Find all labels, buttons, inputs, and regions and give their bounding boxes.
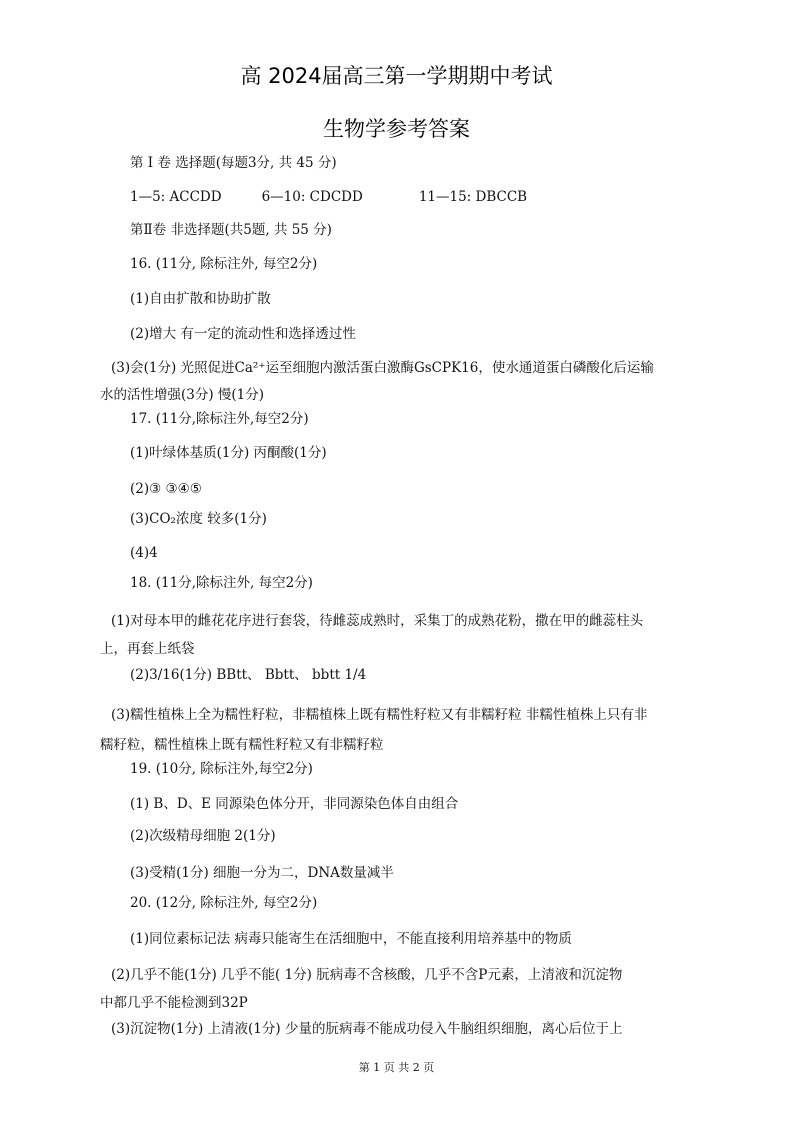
document-subtitle: 生物学参考答案 bbox=[323, 117, 470, 141]
q20-answer-1: (1)同位素标记法 病毒只能寄生在活细胞中，不能直接利用培养基中的物质 bbox=[130, 931, 572, 947]
q19-answer-1: (1) B、D、E 同源染色体分开，非同源染色体自由组合 bbox=[130, 796, 459, 812]
q18-answer-1-line1: (1)对母本甲的雌花花序进行套袋，待雌蕊成熟时，采集丁的成熟花粉，撒在甲的雌蕊柱头 bbox=[111, 613, 644, 629]
choice-answers bbox=[130, 188, 527, 206]
q19-heading: 19. (10分, 除标注外,每空2分) bbox=[130, 761, 313, 777]
q18-answer-3-line2: 糯籽粒，糯性植株上既有糯性籽粒又有非糯籽粒 bbox=[100, 737, 384, 753]
section2-heading: 第Ⅱ卷 非选择题(共5题, 共 55 分) bbox=[130, 222, 332, 238]
q20-heading: 20. (12分, 除标注外, 每空2分) bbox=[130, 895, 318, 911]
document-title: 高 2024届高三第一学期期中考试 bbox=[240, 64, 553, 88]
q17-answer-3: (3)CO₂浓度 较多(1分) bbox=[130, 511, 267, 527]
q20-answer-3: (3)沉淀物(1分) 上清液(1分) 少量的朊病毒不能成功侵入牛脑组织细胞，离心后位于上 bbox=[111, 1021, 623, 1037]
q16-answer-1: (1)自由扩散和协助扩散 bbox=[130, 291, 271, 307]
q17-answer-1: (1)叶绿体基质(1分) 丙酮酸(1分) bbox=[130, 445, 327, 461]
section1-heading: 第 Ⅰ 卷 选择题(每题3分, 共 45 分) bbox=[130, 155, 337, 171]
q16-answer-3-line1: (3)会(1分) 光照促进Ca²⁺运至细胞内激活蛋白激酶GsCPK16，使水通道蛋白磷酸化后运输 bbox=[111, 360, 654, 376]
q19-answer-2: (2)次级精母细胞 2(1分) bbox=[130, 828, 276, 844]
page-footer: 第 1 页 共 2 页 bbox=[358, 1061, 435, 1074]
q17-answer-2: (2)③ ③④⑤ bbox=[130, 481, 202, 497]
q16-answer-3-line2: 水的活性增强(3分) 慢(1分) bbox=[100, 387, 265, 403]
choice-answers-6-10: 6—10: CDCDD bbox=[261, 189, 363, 205]
q18-answer-3-line1: (3)糯性植株上全为糯性籽粒，非糯植株上既有糯性籽粒又有非糯籽粒 非糯性植株上只有非 bbox=[111, 707, 648, 723]
q17-heading: 17. (11分,除标注外,每空2分) bbox=[130, 411, 309, 427]
q18-heading: 18. (11分,除标注外, 每空2分) bbox=[130, 575, 313, 591]
q16-heading: 16. (11分, 除标注外, 每空2分) bbox=[130, 256, 318, 272]
q19-answer-3: (3)受精(1分) 细胞一分为二，DNA数量减半 bbox=[130, 865, 394, 881]
q20-answer-2-line1: (2)几乎不能(1分) 几乎不能( 1分) 朊病毒不含核酸，几乎不含P元素，上清液和沉淀物 bbox=[111, 967, 623, 983]
q20-answer-2-line2: 中都几乎不能检测到32P bbox=[100, 995, 248, 1011]
choice-answers-11-15: 11—15: DBCCB bbox=[418, 189, 528, 205]
q17-answer-4: (4)4 bbox=[130, 545, 158, 561]
q18-answer-1-line2: 上，再套上纸袋 bbox=[100, 641, 195, 657]
q18-answer-2: (2)3/16(1分) BBtt、 Bbtt、 bbtt 1/4 bbox=[130, 667, 367, 683]
q16-answer-2: (2)增大 有一定的流动性和选择透过性 bbox=[130, 326, 356, 342]
choice-answers-1-5: 1—5: ACCDD bbox=[130, 189, 222, 205]
